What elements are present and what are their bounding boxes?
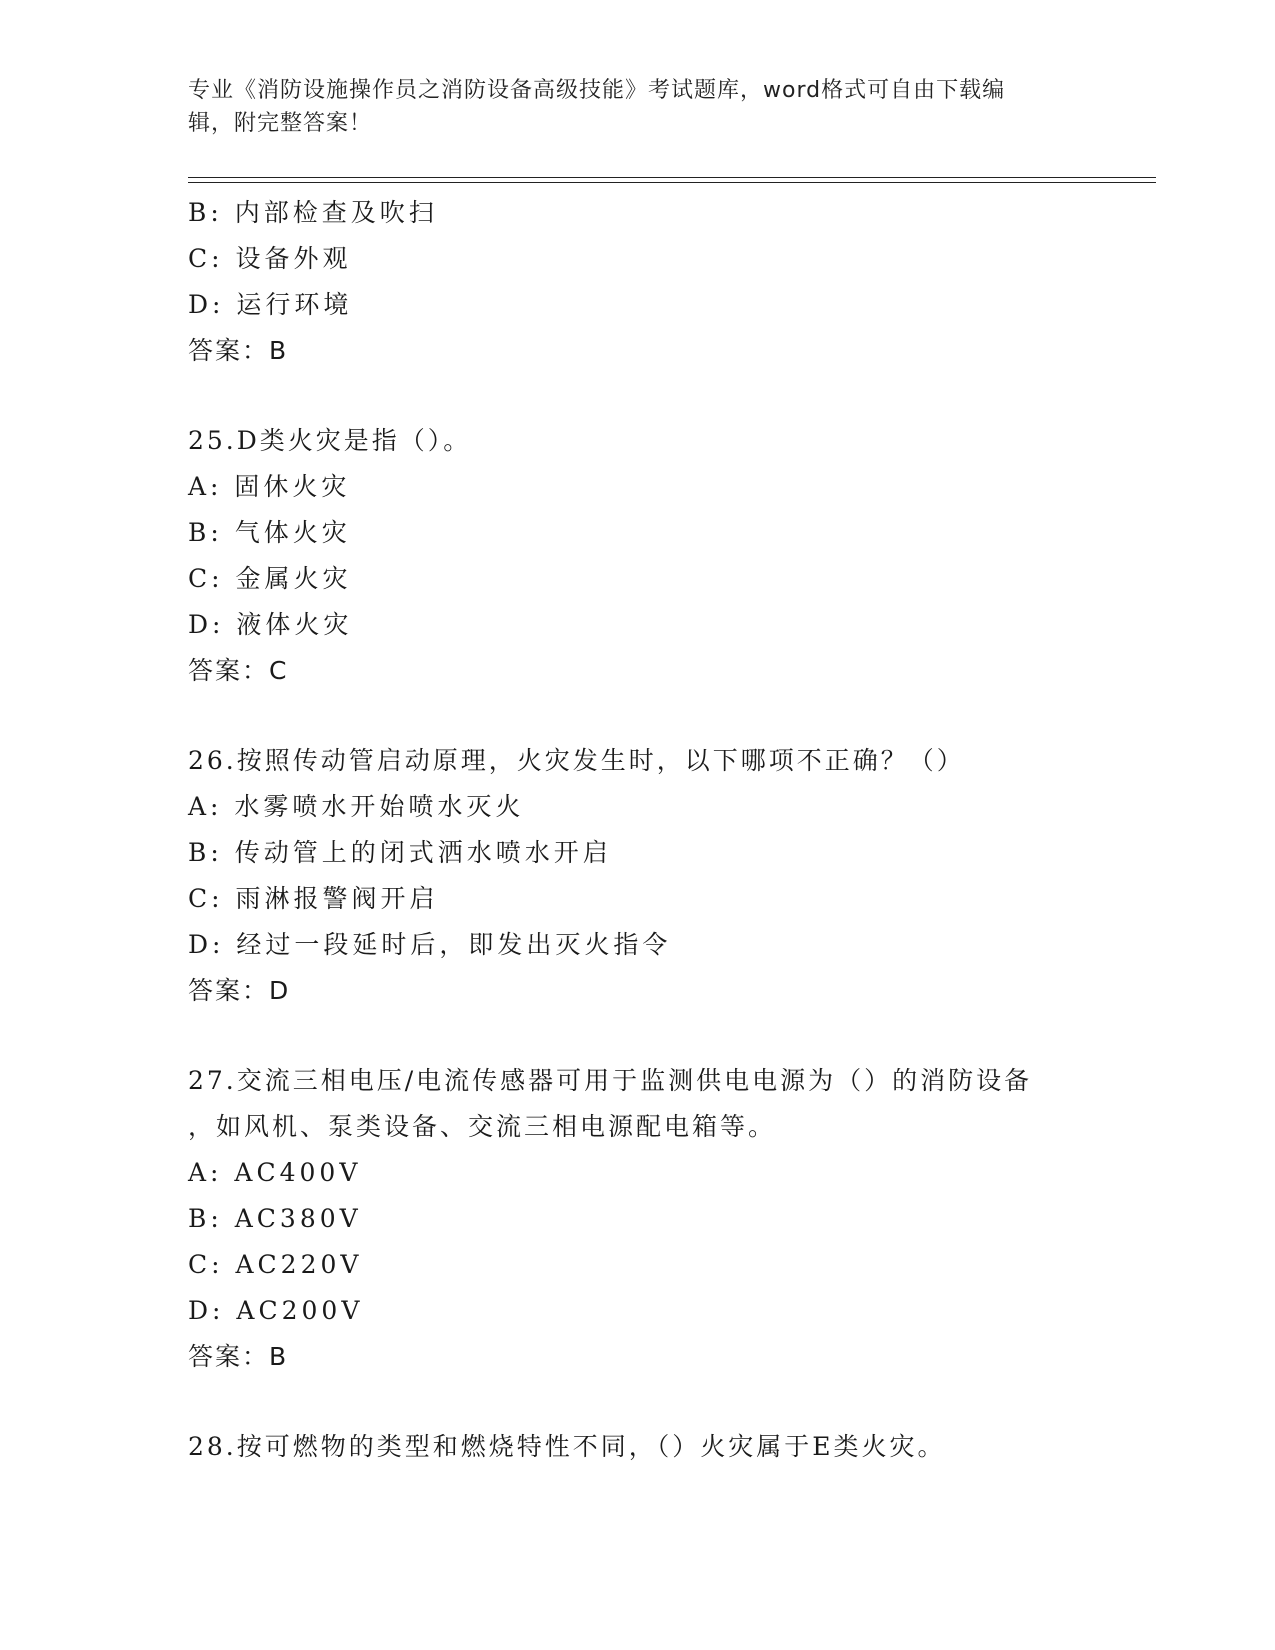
question-stem-line-1: 27.交流三相电压/电流传感器可用于监测供电电源为（）的消防设备 [188, 1066, 1033, 1095]
question-27 [188, 1058, 1088, 1380]
question-26 [188, 738, 1088, 1014]
question-stem: 25.D类火灾是指（）。 [188, 426, 472, 455]
header-divider-bottom [188, 182, 1156, 183]
question-stem-line-2: ，如风机、泵类设备、交流三相电源配电箱等。 [188, 1112, 777, 1141]
question-28 [188, 1424, 1088, 1470]
option-c: C: 设备外观 [188, 244, 352, 273]
answer-line: 答案：B [188, 1342, 289, 1371]
option-b: B: 传动管上的闭式洒水喷水开启 [188, 838, 612, 867]
answer-line: 答案：B [188, 336, 289, 365]
option-b: B: 气体火灾 [188, 518, 351, 547]
answer-line: 答案：D [188, 976, 291, 1005]
option-a: A: 水雾喷水开始喷水灭火 [188, 792, 525, 821]
option-c: C: 金属火灾 [188, 564, 352, 593]
question-stem: 26.按照传动管启动原理，火灾发生时，以下哪项不正确？（） [188, 746, 965, 775]
header-divider-top [188, 177, 1156, 178]
question-list [188, 190, 1088, 1470]
header-line-2: 辑，附完整答案！ [188, 111, 373, 136]
option-b: B: AC380V [188, 1204, 362, 1233]
option-d: D: 液体火灾 [188, 610, 353, 639]
option-d: D: AC200V [188, 1296, 364, 1325]
question-25 [188, 418, 1088, 694]
option-b: B: 内部检查及吹扫 [188, 198, 438, 227]
question-24 [188, 190, 1088, 374]
answer-line: 答案：C [188, 656, 289, 685]
header-line-1: 专业《消防设施操作员之消防设备高级技能》考试题库，word格式可自由下载编 [188, 78, 1006, 103]
option-a: A: 固休火灾 [188, 472, 351, 501]
option-d: D: 运行环境 [188, 290, 353, 319]
option-d: D: 经过一段延时后，即发出灭火指令 [188, 930, 672, 959]
page-header [188, 74, 1068, 140]
question-stem: 28.按可燃物的类型和燃烧特性不同，（）火灾属于E类火灾。 [188, 1432, 946, 1461]
option-c: C: AC220V [188, 1250, 363, 1279]
option-a: A: AC400V [188, 1158, 362, 1187]
option-c: C: 雨淋报警阀开启 [188, 884, 439, 913]
